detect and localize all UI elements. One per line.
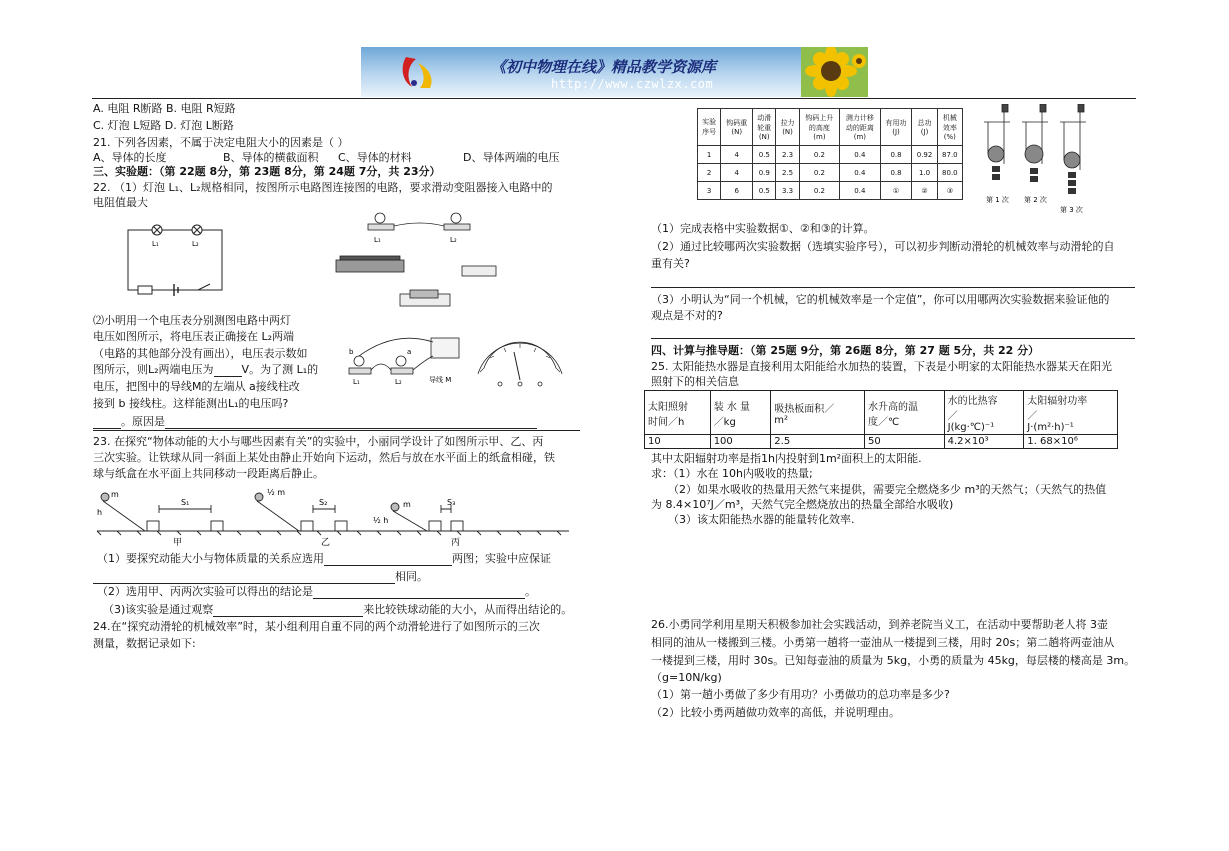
q22-2-line-6: 接到 b 接线柱。这样能测出L₁的电压吗? bbox=[93, 397, 289, 410]
ramp-s1: S₁ bbox=[181, 498, 190, 507]
q23-1-line bbox=[97, 552, 551, 566]
table-cell: 0.2 bbox=[799, 182, 839, 200]
q22-2-line-3: （电路的其他部分没有画出），电压表示数如 bbox=[93, 347, 308, 360]
volt-l2-label: L₂ bbox=[395, 378, 402, 386]
table-cell: 0.2 bbox=[799, 164, 839, 182]
q21-stem: 21. 下列各因素，不属于决定电阻大小的因素是（ ） bbox=[93, 136, 349, 149]
reason-label: 。原因是 bbox=[121, 415, 165, 428]
table-cell: 1.0 bbox=[912, 164, 937, 182]
q24-3-answer-line[interactable] bbox=[651, 338, 1135, 339]
table-header-cell: 实验 序号 bbox=[698, 109, 721, 146]
ramp-bing-height: ½ h bbox=[373, 516, 389, 525]
q20-options-cd: C. 灯泡 L短路 D. 灯泡 L断路 bbox=[93, 119, 234, 132]
q23-line-1: 23. 在探究“物体动能的大小与哪些因素有关”的实验中，小丽同学设计了如图所示甲、乙、丙 bbox=[93, 435, 544, 448]
q25-line-1: 25. 太阳能热水器是直接利用太阳能给水加热的装置，下表是小明家的太阳能热水器某天在阳光 bbox=[651, 360, 1112, 373]
q22-2-line-5: 电压，把图中的导线M的左端从 a接线柱改 bbox=[93, 380, 300, 393]
q23-3-line bbox=[103, 603, 572, 617]
table-cell: ② bbox=[912, 182, 937, 200]
pulley-label-3: 第 3 次 bbox=[1060, 206, 1083, 214]
q24-3-line-2: 观点是不对的? bbox=[651, 309, 723, 322]
q25-part-2-line-1: （2）如果水吸收的热量用天然气来提供，需要完全燃烧多少 m³的天然气；（天然气的热值 bbox=[668, 483, 1107, 496]
section-3-heading: 三、实验题：（第 22题 8分，第 23题 8分，第 24题 7分，共 23分） bbox=[93, 165, 441, 178]
q23-1-text-c: 相同。 bbox=[395, 570, 428, 583]
table-header-row bbox=[698, 109, 963, 146]
table-cell: 4 bbox=[721, 164, 753, 182]
header-banner bbox=[361, 47, 868, 97]
q24-2-answer-line[interactable] bbox=[651, 287, 1135, 288]
ramp-bing-mass: m bbox=[403, 500, 411, 509]
divider-q23 bbox=[93, 430, 580, 431]
table-row bbox=[698, 164, 963, 182]
q22-2-line-4 bbox=[93, 363, 318, 377]
q22-2-line-1: ⑵小明用一个电压表分别测图电路中两灯 bbox=[93, 314, 291, 327]
q23-1-text-b: 两图；实验中应保证 bbox=[452, 552, 551, 565]
q22-2-line-7 bbox=[93, 415, 537, 429]
table-cell: 2.5 bbox=[771, 435, 865, 449]
q24-line-1: 24.在“探究动滑轮的机械效率”时，某小组利用自重不同的两个动滑轮进行了如图所示的三次 bbox=[93, 620, 540, 633]
table-cell: 0.8 bbox=[880, 164, 912, 182]
table-header-cell: 太阳辐射功率 ／ J·(m²·h)⁻¹ bbox=[1024, 391, 1118, 435]
q23-1-blank-2[interactable] bbox=[93, 583, 395, 584]
label-jia: 甲 bbox=[173, 538, 183, 547]
table-cell: 2.5 bbox=[776, 164, 799, 182]
q25-part-3: （3）该太阳能热水器的能量转化效率. bbox=[668, 513, 855, 526]
table-row bbox=[645, 435, 1118, 449]
terminal-b-label: b bbox=[349, 348, 354, 356]
q23-3-text-b: 来比较铁球动能的大小，从而得出结论的。 bbox=[363, 603, 573, 616]
photo-l1-label: L₁ bbox=[374, 236, 381, 244]
table-cell: 2 bbox=[698, 164, 721, 182]
pulley-label-1: 第 1 次 bbox=[986, 196, 1009, 204]
solar-heater-table bbox=[644, 390, 1118, 449]
wire-m-label: 导线 M bbox=[429, 376, 452, 384]
q23-1-blank-1[interactable] bbox=[324, 565, 452, 566]
table-cell: 87.0 bbox=[937, 146, 962, 164]
reason-blank[interactable] bbox=[165, 428, 537, 429]
l2-label: L₂ bbox=[192, 240, 199, 248]
table-cell: ① bbox=[880, 182, 912, 200]
table-cell: 0.9 bbox=[753, 164, 776, 182]
table-cell: 3.3 bbox=[776, 182, 799, 200]
q22-2-text-b: V。为了测 L₁的 bbox=[241, 363, 319, 376]
q23-3-text-a: （3)该实验是通过观察 bbox=[103, 603, 214, 616]
q23-line-3: 球与纸盒在水平面上共同移动一段距离后静止。 bbox=[93, 467, 324, 480]
table-cell: 0.4 bbox=[840, 182, 880, 200]
section-4-heading: 四、计算与推导题：（第 25题 9分，第 26题 8分，第 27 题 5分，共 22 分） bbox=[651, 344, 1040, 357]
table-header-row bbox=[645, 391, 1118, 435]
q21-option-d: D、导体两端的电压 bbox=[463, 151, 560, 164]
table-cell: 0.4 bbox=[840, 146, 880, 164]
q24-2-line-1: （2）通过比较哪两次实验数据（选填实验序号），可以初步判断动滑轮的机械效率与动滑轮的自 bbox=[651, 240, 1115, 253]
voltmeter-dial bbox=[470, 334, 570, 390]
banner-title: 《初中物理在线》精品教学资源库 bbox=[491, 58, 717, 76]
table-header-cell: 有用功 (J) bbox=[880, 109, 912, 146]
header-rule bbox=[92, 98, 1136, 99]
sunflower-icon bbox=[801, 47, 868, 97]
q24-line-2: 测量，数据记录如下: bbox=[93, 637, 196, 650]
q23-3-blank[interactable] bbox=[213, 616, 363, 617]
q23-line-2: 三次实验。让铁球从同一斜面上某处由静止开始向下运动，然后与放在水平面上的纸盒相碰，铁 bbox=[93, 451, 555, 464]
q26-line-2: 相同的油从一楼搬到三楼。小勇第一趟将一壶油从一楼提到三楼，用时 20s；第二趟将两壶油从 bbox=[651, 636, 1115, 649]
q24-3-line-1: （3）小明认为“同一个机械，它的机械效率是一个定值”，你可以用哪两次实验数据来验证他的 bbox=[651, 293, 1110, 306]
table-header-cell: 钩码上升 的高度 (m) bbox=[799, 109, 839, 146]
q22-2-line-2: 电压如图所示，将电压表正确接在 L₂两端 bbox=[93, 330, 295, 343]
q23-2-text-a: （2）选用甲、丙两次实验可以得出的结论是 bbox=[97, 585, 313, 598]
table-header-cell: 机械 效率 (%) bbox=[937, 109, 962, 146]
can-measure-blank[interactable] bbox=[93, 428, 121, 429]
table-row bbox=[698, 182, 963, 200]
q23-2-line bbox=[97, 585, 536, 599]
q26-line-4: （g=10N/kg) bbox=[651, 671, 722, 684]
q26-part-1: （1）第一趟小勇做了多少有用功？小勇做功的总功率是多少? bbox=[651, 688, 950, 701]
q23-2-blank[interactable] bbox=[313, 598, 525, 599]
table-cell: 10 bbox=[645, 435, 711, 449]
ramp-yi-mass: ½ m bbox=[267, 488, 286, 497]
q23-1-cont bbox=[93, 570, 428, 584]
q24-2-line-2: 重有关? bbox=[651, 257, 690, 270]
table-cell: 4.2×10³ bbox=[944, 435, 1024, 449]
table-header-cell: 水的比热容 ／ J(kg·℃)⁻¹ bbox=[944, 391, 1024, 435]
ramp-s3: S₃ bbox=[447, 498, 456, 507]
q25-line-2: 照射下的相关信息 bbox=[651, 375, 739, 388]
table-header-cell: 动滑 轮重 (N) bbox=[753, 109, 776, 146]
label-yi: 乙 bbox=[321, 538, 331, 547]
voltage-answer-blank[interactable] bbox=[214, 376, 242, 377]
q22-line-2: 电阻值最大 bbox=[93, 196, 148, 209]
q25-part-2-line-2: 为 8.4×10⁷J／m³，天然气完全燃烧放出的热量全部给水吸收) bbox=[651, 498, 954, 511]
table-cell: 0.5 bbox=[753, 146, 776, 164]
pulley-data-table bbox=[697, 108, 963, 200]
q21-option-a: A、导体的长度 bbox=[93, 151, 167, 164]
logo-icon bbox=[396, 53, 438, 91]
table-header-cell: 装 水 量 ／kg bbox=[710, 391, 771, 435]
l1-label: L₁ bbox=[152, 240, 159, 248]
table-header-cell: 水升高的温 度／℃ bbox=[864, 391, 944, 435]
table-cell: 50 bbox=[864, 435, 944, 449]
table-cell: 80.0 bbox=[937, 164, 962, 182]
q21-option-c: C、导体的材料 bbox=[338, 151, 412, 164]
q26-line-1: 26.小勇同学利用星期天积极参加社会实践活动，到养老院当义工，在活动中要帮助老人将 3壶 bbox=[651, 618, 1108, 631]
table-header-cell: 拉力 (N) bbox=[776, 109, 799, 146]
table-cell: 0.8 bbox=[880, 146, 912, 164]
voltmeter-circuit bbox=[345, 330, 465, 390]
ramp-s2: S₂ bbox=[319, 498, 328, 507]
volt-l1-label: L₁ bbox=[353, 378, 360, 386]
table-cell: 2.3 bbox=[776, 146, 799, 164]
table-header-cell: 总功 (J) bbox=[912, 109, 937, 146]
q26-line-3: 一楼提到三楼，用时 30s。已知每壶油的质量为 5kg，小勇的质量为 45kg，每层楼的楼高是 3m。 bbox=[651, 654, 1136, 667]
table-cell: 6 bbox=[721, 182, 753, 200]
q25-note: 其中太阳辐射功率是指1h内投射到1m²面积上的太阳能. bbox=[651, 452, 922, 465]
terminal-a-label: a bbox=[407, 348, 412, 356]
table-cell: 1. 68×10⁶ bbox=[1024, 435, 1118, 449]
component-photos bbox=[330, 210, 510, 310]
q22-line-1: 22. （1）灯泡 L₁、L₂规格相同，按图所示电路图连接图的电路，要求滑动变阻器接入电路中的 bbox=[93, 181, 553, 194]
banner-url[interactable]: http://www.czwlzx.com bbox=[551, 77, 714, 91]
q23-2-text-b: 。 bbox=[525, 585, 536, 598]
pulley-figure bbox=[980, 104, 1090, 214]
ramp-jia-mass: m bbox=[111, 490, 119, 499]
ramp-jia-height: h bbox=[97, 508, 103, 517]
table-cell: 3 bbox=[698, 182, 721, 200]
table-cell: 0.5 bbox=[753, 182, 776, 200]
ramp-experiment-figure bbox=[93, 485, 573, 547]
table-cell: 4 bbox=[721, 146, 753, 164]
table-cell: 1 bbox=[698, 146, 721, 164]
q26-part-2: （2）比较小勇两趟做功效率的高低，并说明理由。 bbox=[651, 706, 900, 719]
table-header-cell: 太阳照射 时间／h bbox=[645, 391, 711, 435]
q20-options-ab: A. 电阻 R断路 B. 电阻 R短路 bbox=[93, 102, 236, 115]
table-cell: 100 bbox=[710, 435, 771, 449]
q24-1: （1）完成表格中实验数据①、②和③的计算。 bbox=[651, 222, 875, 235]
table-cell: ③ bbox=[937, 182, 962, 200]
table-cell: 0.4 bbox=[840, 164, 880, 182]
circuit-diagram bbox=[120, 222, 230, 298]
q22-2-text-a: 图所示，则L₂两端电压为 bbox=[93, 363, 214, 376]
table-row bbox=[698, 146, 963, 164]
q21-option-b: B、导体的横截面积 bbox=[223, 151, 319, 164]
table-cell: 0.2 bbox=[799, 146, 839, 164]
table-header-cell: 钩码重 (N) bbox=[721, 109, 753, 146]
pulley-label-2: 第 2 次 bbox=[1024, 196, 1047, 204]
photo-l2-label: L₂ bbox=[450, 236, 457, 244]
label-bing: 丙 bbox=[451, 538, 461, 547]
q23-1-text-a: （1）要探究动能大小与物体质量的关系应选用 bbox=[97, 552, 324, 565]
table-cell: 0.92 bbox=[912, 146, 937, 164]
table-header-cell: 测力计移 动的距离 (m) bbox=[840, 109, 880, 146]
table-header-cell: 吸热板面积／ m² bbox=[771, 391, 865, 435]
q25-part-1: 求：（1）水在 10h内吸收的热量; bbox=[651, 467, 813, 480]
